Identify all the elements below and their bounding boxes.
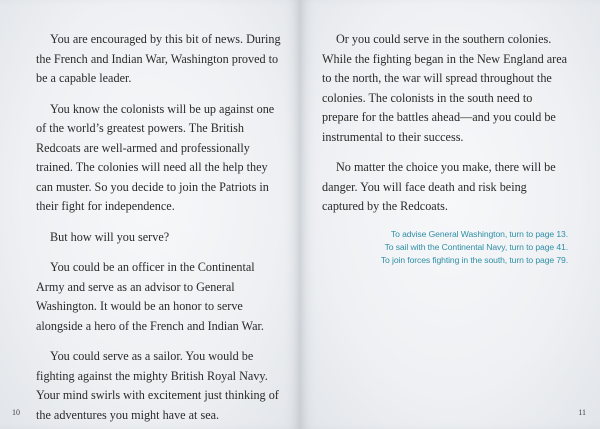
choice-join-south[interactable]: To join forces fighting in the south, turn to page 79. <box>380 254 568 265</box>
right-page <box>300 0 600 429</box>
left-page-number: 10 <box>12 408 20 417</box>
left-paragraph-1: You are encouraged by this bit of news. During the French and Indian War, Washington proved to be a capable leader. <box>36 32 281 85</box>
left-paragraph-4: You could be an officer in the Continental Army and serve as an advisor to General Washington. It would be an honor to serve alongside a hero of the French and Indian War. <box>36 260 264 333</box>
right-paragraph-1: Or you could serve in the southern colonies. While the fighting began in the New England area to the north, the war will spread throughout the colonies. The colonists in the south need to prepare for the battles ahead—and you could be instrumental to their success. <box>322 32 568 144</box>
right-page-number: 11 <box>578 408 586 417</box>
left-paragraph-2: You know the colonists will be up against one of the world’s greatest powers. The British Redcoats are well-armed and professionally trained. The colonies will need all the help they can muster. So you decide to join the Patriots in their fight for independence. <box>36 101 275 213</box>
left-paragraph-3: But how will you serve? <box>50 229 170 244</box>
right-paragraph-2: No matter the choice you make, there will be danger. You will face death and risk being captured by the Redcoats. <box>322 160 556 213</box>
choice-list <box>322 228 568 267</box>
left-paragraph-5: You could serve as a sailor. You would be fighting against the mighty British Royal Navy. Your mind swirls with excitement just thinking of the adventures you might have at sea. <box>36 349 279 422</box>
choice-advise-washington[interactable]: To advise General Washington, turn to page 13. <box>390 228 568 239</box>
choice-continental-navy[interactable]: To sail with the Continental Navy, turn to page 41. <box>384 241 568 252</box>
